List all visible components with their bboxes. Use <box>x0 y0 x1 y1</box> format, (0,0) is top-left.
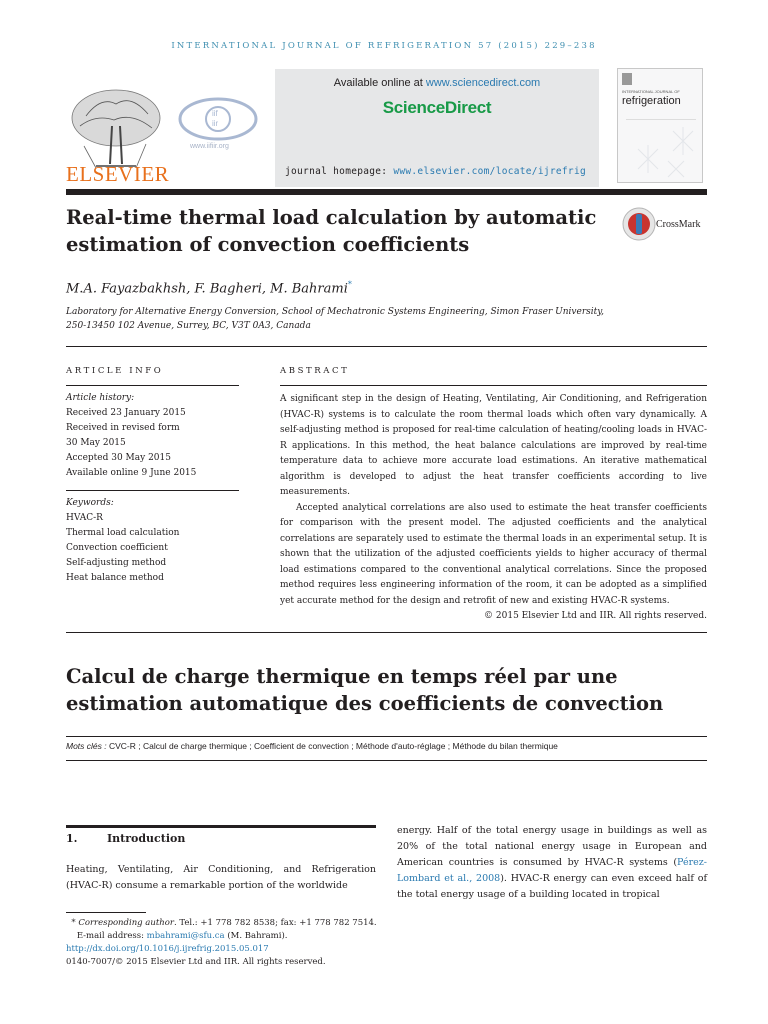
abstract-copyright: © 2015 Elsevier Ltd and IIR. All rights reserved. <box>484 611 707 621</box>
affiliation-line-1: Laboratory for Alternative Energy Conversion, School of Mechatronic Systems Engineering, Simon Fraser University, <box>66 307 604 317</box>
authors <box>66 280 352 296</box>
intro-rule <box>66 825 376 828</box>
divider-top <box>66 346 707 347</box>
issn-line: 0140-7007/© 2015 Elsevier Ltd and IIR. All rights reserved. <box>66 957 326 967</box>
mots-bottom-rule <box>66 760 707 761</box>
intro-right-text-2: ). HVAC-R energy can even exceed half of the total energy usage of a building located in tropical <box>397 873 707 900</box>
cover-title: refrigeration <box>622 95 681 107</box>
email-suffix: (M. Bahrami). <box>224 931 288 941</box>
mots-cles <box>66 741 558 751</box>
corresponding-contact: . Tel.: +1 778 782 8538; fax: +1 778 782 7514. <box>173 918 377 928</box>
email-label: E-mail address: <box>76 931 147 941</box>
keyword-item: Thermal load calculation <box>66 528 180 538</box>
footnote <box>66 917 466 969</box>
svg-text:iif: iif <box>212 109 218 118</box>
corresponding-author-mark[interactable]: * <box>347 280 352 289</box>
intro-right-text-1: energy. Half of the total energy usage in buildings as well as 20% of the total national energy usage in European and American countries is consumed by HVAC-R systems ( <box>397 825 707 868</box>
available-online <box>275 77 599 89</box>
keyword-item: Convection coefficient <box>66 543 168 553</box>
keywords <box>66 496 246 586</box>
footnote-email <box>66 930 466 943</box>
section-heading: Introduction <box>107 832 186 845</box>
journal-cover <box>617 68 703 183</box>
homepage-prefix: journal homepage: <box>285 166 394 177</box>
journal-running-head: INTERNATIONAL JOURNAL OF REFRIGERATION 57 (2015) 229–238 <box>171 41 597 51</box>
iir-url: www.iifiir.org <box>190 143 229 150</box>
mots-top-rule <box>66 736 707 737</box>
mots-cles-list: CVC-R ; Calcul de charge thermique ; Coefficient de convection ; Méthode d'auto-réglage ; Méthode du bilan thermique <box>108 741 558 751</box>
doi-link[interactable]: http://dx.doi.org/10.1016/j.ijrefrig.2015.05.017 <box>66 944 269 954</box>
abstract-paragraph-2: Accepted analytical correlations are also used to estimate the heat transfer coefficients for comparison with the present model. The adjusted coefficients and the analytical correlations are separately used to estimate the thermal loads in an experimental setup. It is shown that the utilization of the adjusted coefficients yields to higher accuracy of thermal load estimations compared to the conventional analytical correlations. Since the proposed method requires less engineering information of the room, it can be adopted as a simplified yet accurate method for the design and retrofit of new and existing HVAC-R systems. <box>280 502 707 606</box>
abstract-heading: ABSTRACT <box>280 366 350 376</box>
history-item: Available online 9 June 2015 <box>66 468 197 478</box>
available-prefix: Available online at <box>333 77 426 89</box>
history-item: 30 May 2015 <box>66 438 126 448</box>
footnote-mark: * <box>71 918 76 928</box>
history-item: Accepted 30 May 2015 <box>66 453 171 463</box>
sciencedirect-brand: ScienceDirect <box>382 98 492 117</box>
sciencedirect-link[interactable]: www.sciencedirect.com <box>425 77 541 89</box>
corresponding-label: Corresponding author <box>78 918 174 928</box>
author-list: M.A. Fayazbakhsh, F. Bagheri, M. Bahrami <box>66 281 348 297</box>
keyword-item: HVAC-R <box>66 513 103 523</box>
article-history-label: Article history: <box>66 393 135 403</box>
article-info-heading: ARTICLE INFO <box>66 366 164 376</box>
cover-snowflake-art <box>618 69 702 182</box>
homepage-link[interactable]: www.elsevier.com/locate/ijrefrig <box>393 166 586 177</box>
affiliation <box>66 305 626 333</box>
footnote-rule <box>66 912 146 913</box>
keywords-label: Keywords: <box>66 498 114 508</box>
keyword-item: Heat balance method <box>66 573 164 583</box>
article-history <box>66 391 246 481</box>
email-link[interactable]: mbahrami@sfu.ca <box>146 931 225 941</box>
crossmark-label[interactable]: CrossMark <box>656 219 701 230</box>
intro-left-column: Heating, Ventilating, Air Conditioning, and Refrigeration (HVAC-R) consume a remarkable portion of the worldwide <box>66 864 376 891</box>
section-number: 1. <box>66 832 78 845</box>
mots-cles-label: Mots clés : <box>66 741 109 751</box>
article-info-rule <box>66 385 239 386</box>
footnote-corresponding <box>66 917 466 930</box>
abstract-paragraph-1: A significant step in the design of Heating, Ventilating, Air Conditioning, and Refrigeration (HVAC-R) systems is to calculate the room thermal loads which often vary dynamically. A self-adjusting method is proposed for real-time calculation of heating/cooling loads in HVAC-R applications. In this method, the heat balance calculations are improved by real-time temperature data to achieve more accurate load estimations. An iterative mathematical algorithm is developed to adjust the heat transfer coefficients according to live measurements. <box>280 394 707 497</box>
abstract-body <box>280 392 707 625</box>
publisher-name: ELSEVIER <box>66 162 170 186</box>
history-item: Received in revised form <box>66 423 180 433</box>
cover-subtitle: INTERNATIONAL JOURNAL OF <box>622 89 680 94</box>
journal-homepage <box>285 166 586 177</box>
abstract-rule <box>280 385 707 386</box>
article-title: Real-time thermal load calculation by automatic estimation of convection coefficients <box>66 206 597 256</box>
svg-text:iir: iir <box>212 119 219 128</box>
history-item: Received 23 January 2015 <box>66 408 186 418</box>
divider-abstract-end <box>66 632 707 633</box>
keyword-item: Self-adjusting method <box>66 558 167 568</box>
intro-right-column <box>397 823 707 903</box>
french-title: Calcul de charge thermique en temps réel par une estimation automatique des coefficients de convection <box>66 665 664 715</box>
header-rule <box>66 189 707 195</box>
keywords-rule <box>66 490 239 491</box>
affiliation-line-2: 250-13450 102 Avenue, Surrey, BC, V3T 0A3, Canada <box>66 321 311 331</box>
citation-link[interactable]: Pérez-Lombard et al., 2008 <box>397 857 707 884</box>
